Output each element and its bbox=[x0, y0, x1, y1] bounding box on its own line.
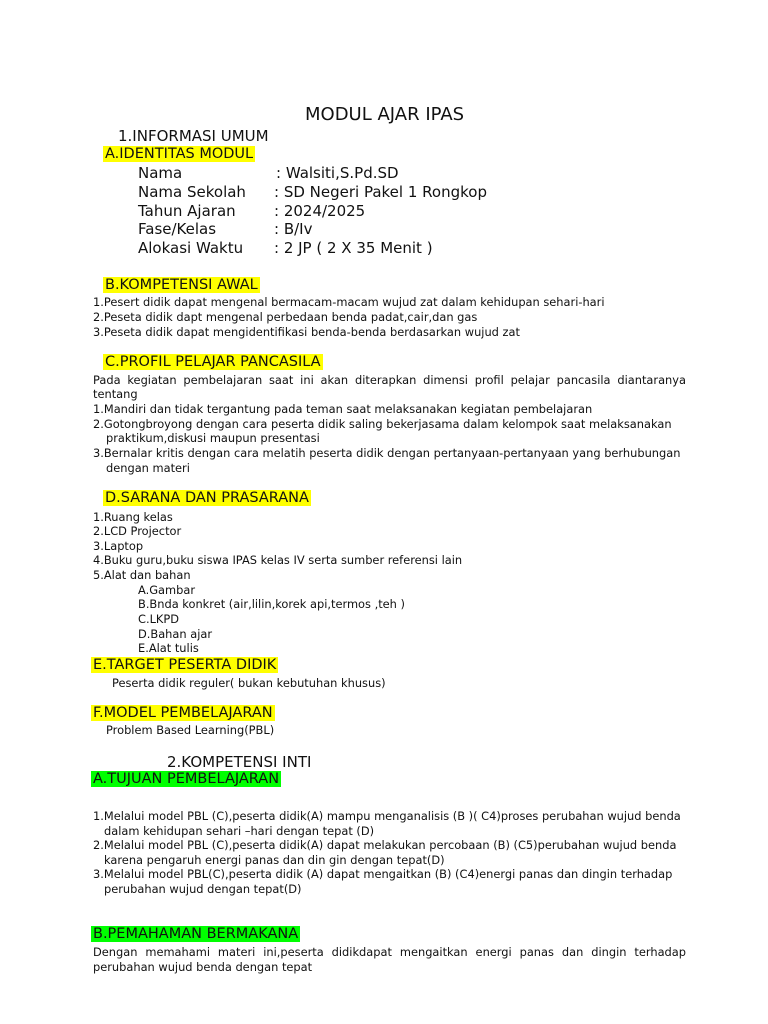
sub-list-item: E.Alat tulis bbox=[138, 641, 199, 655]
section-informasi-umum: 1.INFORMASI UMUM bbox=[118, 127, 269, 145]
list-item: 2.Peseta didik dapt mengenal perbedaan benda padat,cair,dan gas bbox=[93, 310, 478, 324]
model-text: Problem Based Learning(PBL) bbox=[106, 723, 275, 737]
list-item: 2.LCD Projector bbox=[93, 524, 182, 538]
list-item: 3.Laptop bbox=[93, 539, 144, 553]
identitas-value: : 2024/2025 bbox=[274, 202, 366, 220]
list-item: 1.Pesert didik dapat mengenal bermacam-macam wujud zat dalam kehidupan sehari-hari bbox=[93, 295, 605, 309]
list-item: 3.Melalui model PBL(C),peserta didik (A) dapat mengaitkan (B) (C4)energi panas dan dingin terhadap bbox=[93, 867, 673, 881]
list-item: 2.Melalui model PBL (C),peserta didik(A) dapat melakukan percobaan (B) (C5)perubahan wujud benda bbox=[93, 838, 677, 852]
identitas-value: : SD Negeri Pakel 1 Rongkop bbox=[274, 183, 487, 201]
identitas-value: : 2 JP ( 2 X 35 Menit ) bbox=[274, 239, 433, 257]
tujuan-heading: A.TUJUAN PEMBELAJARAN bbox=[93, 771, 280, 787]
kompetensi-awal-heading: B.KOMPETENSI AWAL bbox=[105, 277, 258, 293]
paragraph-line: Dengan memahami materi ini,peserta didikdapat mengaitkan energi panas dan dingin terhadap bbox=[93, 945, 686, 959]
sarana-heading: D.SARANA DAN PRASARANA bbox=[105, 490, 309, 506]
sub-list-item: C.LKPD bbox=[138, 612, 180, 626]
list-item: 1.Ruang kelas bbox=[93, 510, 173, 524]
identitas-label: Nama bbox=[138, 164, 183, 182]
list-item-continuation: dengan materi bbox=[106, 461, 190, 475]
identitas-label: Tahun Ajaran bbox=[138, 202, 236, 220]
model-heading: F.MODEL PEMBELAJARAN bbox=[93, 705, 273, 721]
section-kompetensi-inti: 2.KOMPETENSI INTI bbox=[167, 753, 312, 771]
identitas-label: Fase/Kelas bbox=[138, 220, 217, 238]
list-item-continuation: dalam kehidupan sehari –hari dengan tepat (D) bbox=[104, 824, 375, 838]
list-item-continuation: karena pengaruh energi panas dan din gin dengan tepat(D) bbox=[104, 853, 445, 867]
paragraph-line: Pada kegiatan pembelajaran saat ini akan diterapkan dimensi profil pelajar pancasila diantaranya bbox=[93, 373, 686, 387]
pemahaman-heading: B.PEMAHAMAN BERMAKANA bbox=[93, 926, 299, 942]
sub-list-item: D.Bahan ajar bbox=[138, 627, 213, 641]
list-item: 4.Buku guru,buku siswa IPAS kelas IV serta sumber referensi lain bbox=[93, 553, 463, 567]
list-item: 3.Bernalar kritis dengan cara melatih peserta didik dengan pertanyaan-pertanyaan yang berhubungan bbox=[93, 446, 681, 460]
sub-list-item: A.Gambar bbox=[138, 583, 196, 597]
list-item: 5.Alat dan bahan bbox=[93, 568, 191, 582]
target-text: Peserta didik reguler( bukan kebutuhan khusus) bbox=[112, 676, 386, 690]
profil-heading: C.PROFIL PELAJAR PANCASILA bbox=[105, 354, 321, 370]
document-title: MODUL AJAR IPAS bbox=[305, 104, 465, 125]
paragraph-line: perubahan wujud benda dengan tepat bbox=[93, 960, 313, 974]
list-item: 3.Peseta didik dapat mengidentifikasi benda-benda berdasarkan wujud zat bbox=[93, 325, 520, 339]
identitas-label: Alokasi Waktu bbox=[138, 239, 244, 257]
identitas-value: : B/Iv bbox=[274, 220, 313, 238]
identitas-heading: A.IDENTITAS MODUL bbox=[105, 146, 254, 162]
list-item-continuation: praktikum,diskusi maupun presentasi bbox=[106, 431, 320, 445]
sub-list-item: B.Bnda konkret (air,lilin,korek api,termos ,teh ) bbox=[138, 597, 405, 611]
paragraph-line: tentang bbox=[93, 387, 138, 401]
identitas-value: : Walsiti,S.Pd.SD bbox=[276, 164, 399, 182]
identitas-label: Nama Sekolah bbox=[138, 183, 246, 201]
list-item-continuation: perubahan wujud dengan tepat(D) bbox=[104, 882, 302, 896]
list-item: 2.Gotongbroyong dengan cara peserta didik saling bekerjasama dalam kelompok saat melaksanakan bbox=[93, 417, 672, 431]
target-heading: E.TARGET PESERTA DIDIK bbox=[93, 657, 277, 673]
list-item: 1.Mandiri dan tidak tergantung pada teman saat melaksanakan kegiatan pembelajaran bbox=[93, 402, 593, 416]
list-item: 1.Melalui model PBL (C),peserta didik(A) mampu menganalisis (B )( C4)proses perubahan wujud benda bbox=[93, 809, 681, 823]
